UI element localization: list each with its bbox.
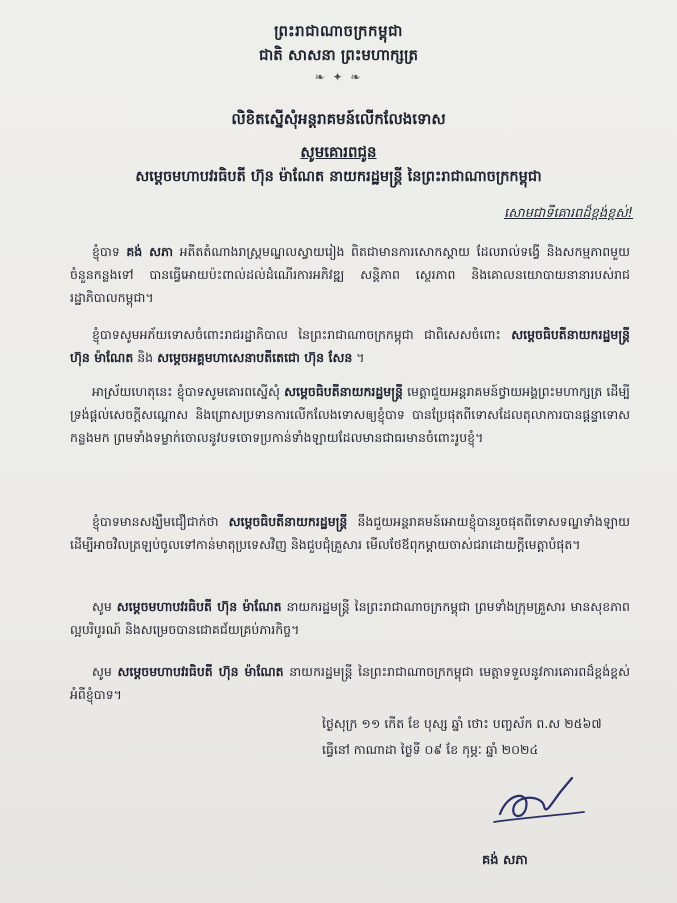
p1-text-b: អតីតតំណាងរាស្ត្រមណ្ឌលស្វាយរៀង ពិតជាមានការសោកស្ដាយ ដែលរាល់ទង្វើ និងសកម្មភាពមួយចំនួនកន្លងទៅ បានធ្វើអោយប៉ះពាល់ដល់ដំណើរការអភិវឌ្ឍ សន្តិភាព ស្ថេរភាព និងគោលនយោបាយនានារបស់រាជរដ្ឋាភិបាលកម្ពុជា។: [70, 244, 630, 305]
paragraph-4: [70, 510, 630, 556]
p2-text-a: ខ្ញុំបាទសូមអភ័យទោសចំពោះរាជរដ្ឋាភិបាល នៃព្រះរាជាណាចក្រកម្ពុជា ជាពិសេសចំពោះ: [92, 327, 501, 342]
lunar-date: ថ្ងៃសុក្រ ១១ កើត ខែ បុស្ស ឆ្នាំ ថោះ បញ្ចស័ក ព.ស ២៥៦៧: [322, 716, 602, 731]
signer-name: គង់ សភា: [482, 853, 528, 868]
paragraph-5: [70, 595, 630, 641]
p2-text-c: និង: [137, 350, 154, 365]
p1-text-a: ខ្ញុំបាទ: [92, 244, 120, 259]
p5-text-c: នាយករដ្ឋមន្ត្រី នៃព្រះរាជាណាចក្រកម្ពុជា ព្រមទាំងក្រុមគ្រួសារ មានសុខភាពល្អបរិបូរណ៍ និងសម្រេចបានជោគជ័យគ្រប់ភារកិច្ច។: [70, 599, 630, 637]
p6-text-c: នាយករដ្ឋមន្ត្រី នៃព្រះរាជាណាចក្រកម្ពុជា មេត្តាទទួលនូវការគោរពដ៏ខ្ពង់ខ្ពស់អំពីខ្ញុំបាទ។: [70, 664, 630, 702]
ornament-divider: ❧ ✦ ❧: [314, 70, 363, 84]
p4-text-a: ខ្ញុំបាទមានសង្ឃឹមជឿជាក់ថា: [92, 514, 219, 529]
p6-text-a: សូម: [92, 664, 112, 679]
salutation: សោមជាទីគោរពដ៏ខ្ពង់ខ្ពស់!: [504, 206, 633, 221]
paragraph-2: [70, 323, 630, 369]
paragraph-3: [70, 380, 630, 449]
p3-pm-title: សម្តេចធិបតីនាយករដ្ឋមន្ត្រី: [284, 384, 403, 399]
p3-text-a: អាស្រ័យហេតុនេះ ខ្ញុំបាទសូមគោរពស្នើសុំ: [92, 384, 280, 399]
p6-pm-name: សម្តេចមហាបវរធិបតី ហ៊ុន ម៉ាណែត: [117, 664, 284, 679]
addressee-line: សម្តេចមហាបវរធិបតី ហ៊ុន ម៉ាណែត នាយករដ្ឋមន្ត្រី នៃព្រះរាជាណាចក្រកម្ពុជា: [135, 169, 542, 185]
paragraph-1: [70, 240, 630, 309]
p3-text-c: មេត្តាជួយអន្តរាគមន៍ថ្វាយអង្គព្រះមហាក្សត្រ ដើម្បីទ្រង់ផ្ដល់សេចក្ដីសណ្ដោស និងព្រោសប្រទានការលើកលែងទោសឲ្យខ្ញុំបាទ បានប្រែផុតពីទោសដែលតុលាការបានផ្ដន្ទាទោសកន្លងមក ព្រមទាំងទម្លាក់ចោលនូវបទចោទប្រកាន់ទាំងឡាយដែលមានជាធរមានចំពោះរូបខ្ញុំ។: [70, 384, 630, 445]
p5-text-a: សូម: [92, 599, 112, 614]
letter-title: លិខិតស្នើសុំអន្តរាគមន៍លើកលែងទោស: [231, 110, 446, 128]
paragraph-6: [70, 660, 630, 706]
motto-heading: ជាតិ សាសនា ព្រះមហាក្សត្រ: [259, 46, 418, 64]
p1-name: គង់ សភា: [126, 244, 173, 259]
p5-pm-name: សម្តេចមហាបវរធិបតី ហ៊ុន ម៉ាណែត: [116, 599, 282, 614]
p2-pm-name: សម្តេចធិបតីនាយករដ្ឋមន្ត្រី ហ៊ុន ម៉ាណែត: [70, 327, 630, 365]
p2-text-e: ។: [356, 350, 365, 365]
handwritten-signature: [480, 772, 600, 832]
place-and-date: ធ្វើនៅ កាណាដា ថ្ងៃទី ០៩ ខែ កុម្ភៈ ឆ្នាំ ២០២៤: [322, 742, 539, 757]
p2-hun-sen: សម្តេចអគ្គមហាសេនាបតីតេជោ ហ៊ុន សែន: [157, 350, 353, 365]
p4-pm-title: សម្តេចធិបតីនាយករដ្ឋមន្ត្រី: [228, 514, 348, 529]
respect-line: សូមគោរពជូន: [300, 143, 377, 161]
p4-text-c: នឹងជួយអន្តរាគមន៍អោយខ្ញុំបានរួចផុតពីទោសទណ្ឌទាំងឡាយ ដើម្បីអាចវិលត្រឡប់ចូលទៅកាន់មាតុប្រទេសវិញ និងជួបជុំគ្រួសារ មើលថែឪពុកម្តាយចាស់ជរាដោយក្ដីមេត្តាបំផុត។: [70, 514, 630, 552]
kingdom-heading: ព្រះរាជាណាចក្រកម្ពុជា: [274, 22, 403, 40]
